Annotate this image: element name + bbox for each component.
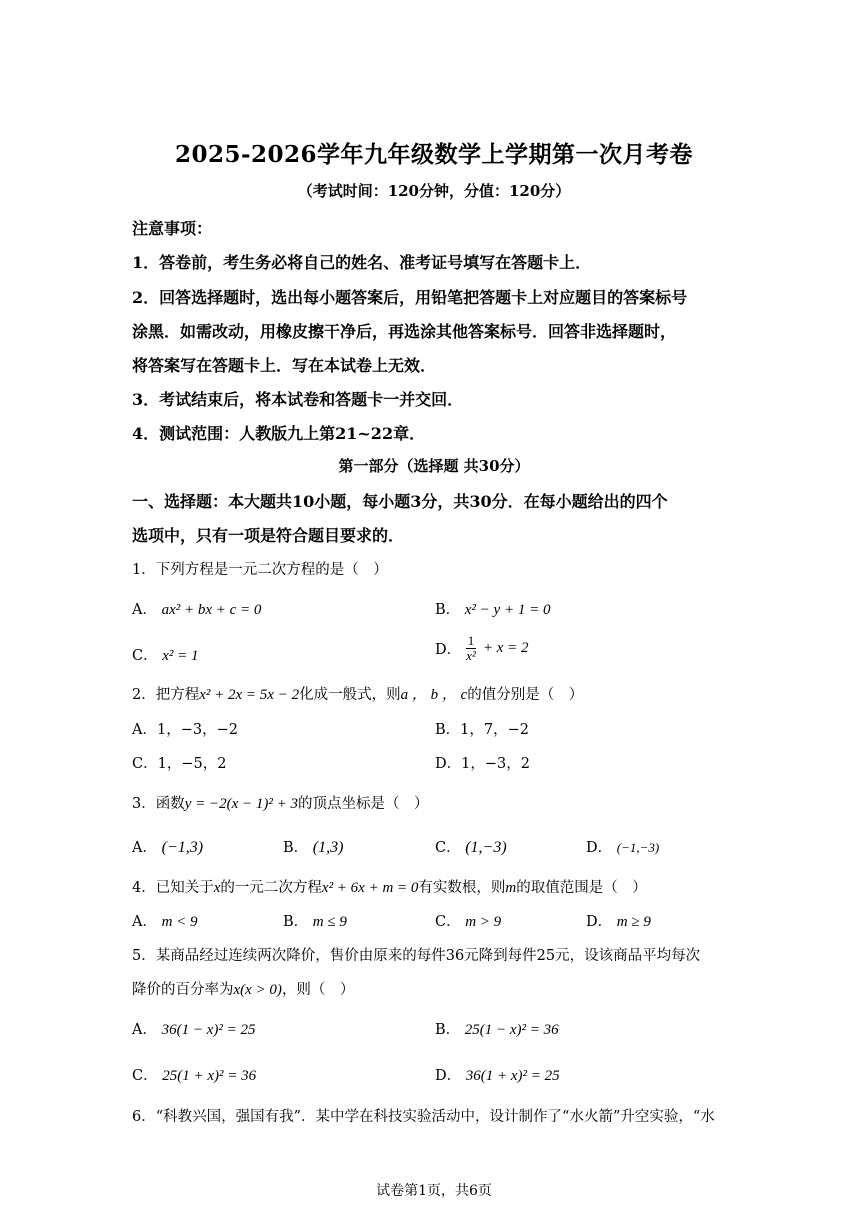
- exam-info: （考试时间：120分钟，分值：120分）: [297, 182, 571, 200]
- note-3: 3．考试结束后，将本试卷和答题卡一并交回．: [132, 390, 464, 409]
- q2-option-a: A．1，−3，−2: [132, 722, 238, 738]
- q1-option-b: B． x² − y + 1 = 0: [435, 602, 551, 618]
- q4-option-b: B． m ≤ 9: [283, 914, 347, 930]
- part-title: 第一部分（选择题 共30分）: [338, 457, 530, 475]
- note-4: 4．测试范围：人教版九上第21~22章．: [132, 424, 426, 443]
- q1-option-d: D． $\frac{1}{\text{x²}}$ + x = 2: [435, 633, 529, 663]
- q2-option-c: C．1，−5，2: [132, 756, 227, 772]
- q4-option-a: A． m < 9: [132, 914, 198, 930]
- q5-option-a: A． 36(1 − x)² = 25: [132, 1022, 256, 1038]
- q5-option-c: C． 25(1 + x)² = 36: [132, 1068, 257, 1084]
- q1-stem: 1．下列方程是一元二次方程的是（ ）: [132, 562, 388, 578]
- q3-option-c: C． (1,−3): [435, 839, 507, 856]
- page-title: 2025-2026学年九年级数学上学期第一次月考卷: [174, 141, 694, 168]
- q3-option-b: B． (1,3): [283, 839, 344, 856]
- q5-stem-line-1: 5．某商品经过连续两次降价，售价由原来的每件36元降到每件25元，设该商品平均每次: [132, 948, 701, 964]
- q3-option-a: A． (−1,3): [132, 839, 204, 856]
- q1-option-c: C． x² = 1: [132, 648, 199, 664]
- q3-option-d: D． (−1,−3): [586, 840, 660, 856]
- q4-stem: 4．已知关于x的一元二次方程x² + 6x + m = 0有实数根，则m的取值范围是（ ）: [132, 880, 647, 896]
- q2-stem: 2．把方程x² + 2x = 5x − 2化成一般式，则a ， b ， c的值分别是（ ）: [132, 687, 584, 703]
- q6-stem: 6．“科教兴国，强国有我”．某中学在科技实验活动中，设计制作了“水火箭”升空实验，“水: [132, 1109, 715, 1125]
- note-1: 1．答卷前，考生务必将自己的姓名、准考证号填写在答题卡上．: [132, 253, 592, 272]
- note-2-line-1: 2．回答选择题时，选出每小题答案后，用铅笔把答题卡上对应题目的答案标号: [132, 288, 688, 307]
- q4-option-c: C． m > 9: [435, 914, 502, 930]
- section-heading-line-1: 一、选择题：本大题共10小题，每小题3分，共30分．在每小题给出的四个: [132, 492, 668, 511]
- notes-heading: 注意事项：: [132, 219, 213, 238]
- note-2-line-3: 将答案写在答题卡上．写在本试卷上无效．: [132, 356, 437, 375]
- q2-option-d: D．1，−3，2: [435, 756, 530, 772]
- q3-stem: 3．函数y = −2(x − 1)² + 3的顶点坐标是（ ）: [132, 796, 429, 812]
- section-heading-line-2: 选项中，只有一项是符合题目要求的．: [132, 526, 405, 545]
- q4-option-d: D． m ≥ 9: [586, 914, 651, 930]
- q2-option-b: B．1，7，−2: [435, 722, 529, 738]
- page-footer: 试卷第1页，共6页: [376, 1183, 492, 1199]
- q5-stem-line-2: 降价的百分率为x(x > 0)，则（ ）: [132, 982, 355, 998]
- q5-option-d: D． 36(1 + x)² = 25: [435, 1068, 560, 1084]
- q1-option-a: A． ax² + bx + c = 0: [132, 602, 262, 618]
- q5-option-b: B． 25(1 − x)² = 36: [435, 1022, 559, 1038]
- fraction: $\frac{1}{\text{x²}}$: [466, 633, 476, 663]
- note-2-line-2: 涂黑．如需改动，用橡皮擦干净后，再选涂其他答案标号．回答非选择题时，: [132, 322, 677, 341]
